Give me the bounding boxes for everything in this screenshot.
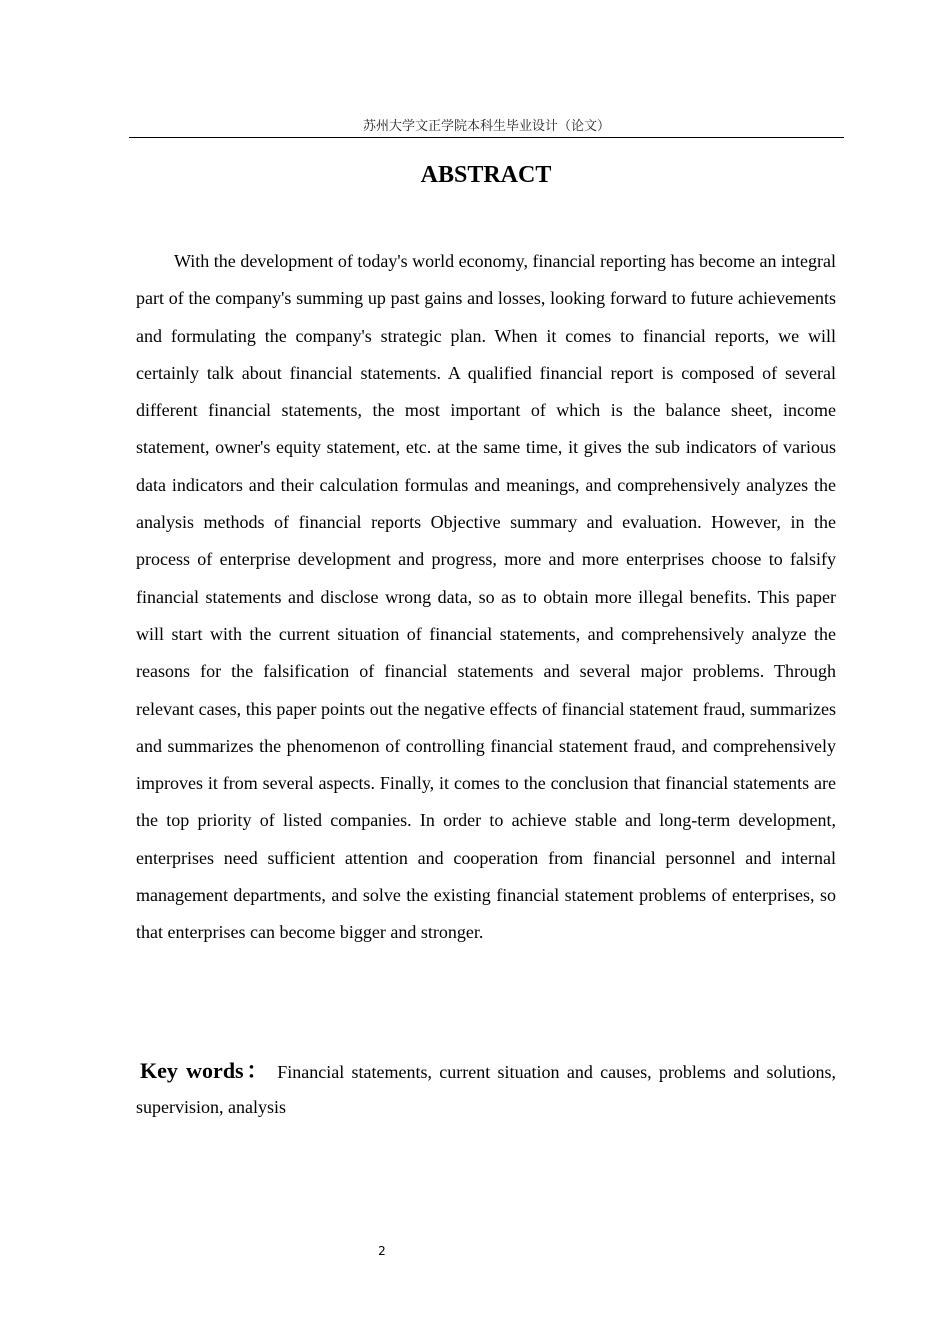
keywords-paragraph	[136, 1053, 836, 1125]
abstract-body: With the development of today's world economy, financial reporting has become an integral part of the company's summing up past gains and losses, looking forward to future achievements and formulating the company's strategic plan. When it comes to financial reports, we will certainly talk about financial statements. A qualified financial report is composed of several different financial statements, the most important of which is the balance sheet, income statement, owner's equity statement, etc. at the same time, it gives the sub indicators of various data indicators and their calculation formulas and meanings, and comprehensively analyzes the analysis methods of financial reports Objective summary and evaluation. However, in the process of enterprise development and progress, more and more enterprises choose to falsify financial statements and disclose wrong data, so as to obtain more illegal benefits. This paper will start with the current situation of financial statements, and comprehensively analyze the reasons for the falsification of financial statements and several major problems. Through relevant cases, this paper points out the negative effects of financial statement fraud, summarizes and summarizes the phenomenon of controlling financial statement fraud, and comprehensively improves it from several aspects. Finally, it comes to the conclusion that financial statements are the top priority of listed companies. In order to achieve stable and long-term development, enterprises need sufficient attention and cooperation from financial personnel and internal management departments, and solve the existing financial statement problems of enterprises, so that enterprises can become bigger and stronger.	[136, 251, 836, 943]
keywords-separator: ：	[243, 1058, 272, 1083]
keywords-label: Key words	[140, 1058, 244, 1083]
page-header: 苏州大学文正学院本科生毕业设计（论文）	[129, 117, 844, 138]
page-number: 2	[378, 1244, 386, 1258]
abstract-title: ABSTRACT	[420, 162, 552, 188]
keywords-text: Financial statements, current situation and causes, problems and solutions, supervision, analysis	[136, 1062, 836, 1117]
